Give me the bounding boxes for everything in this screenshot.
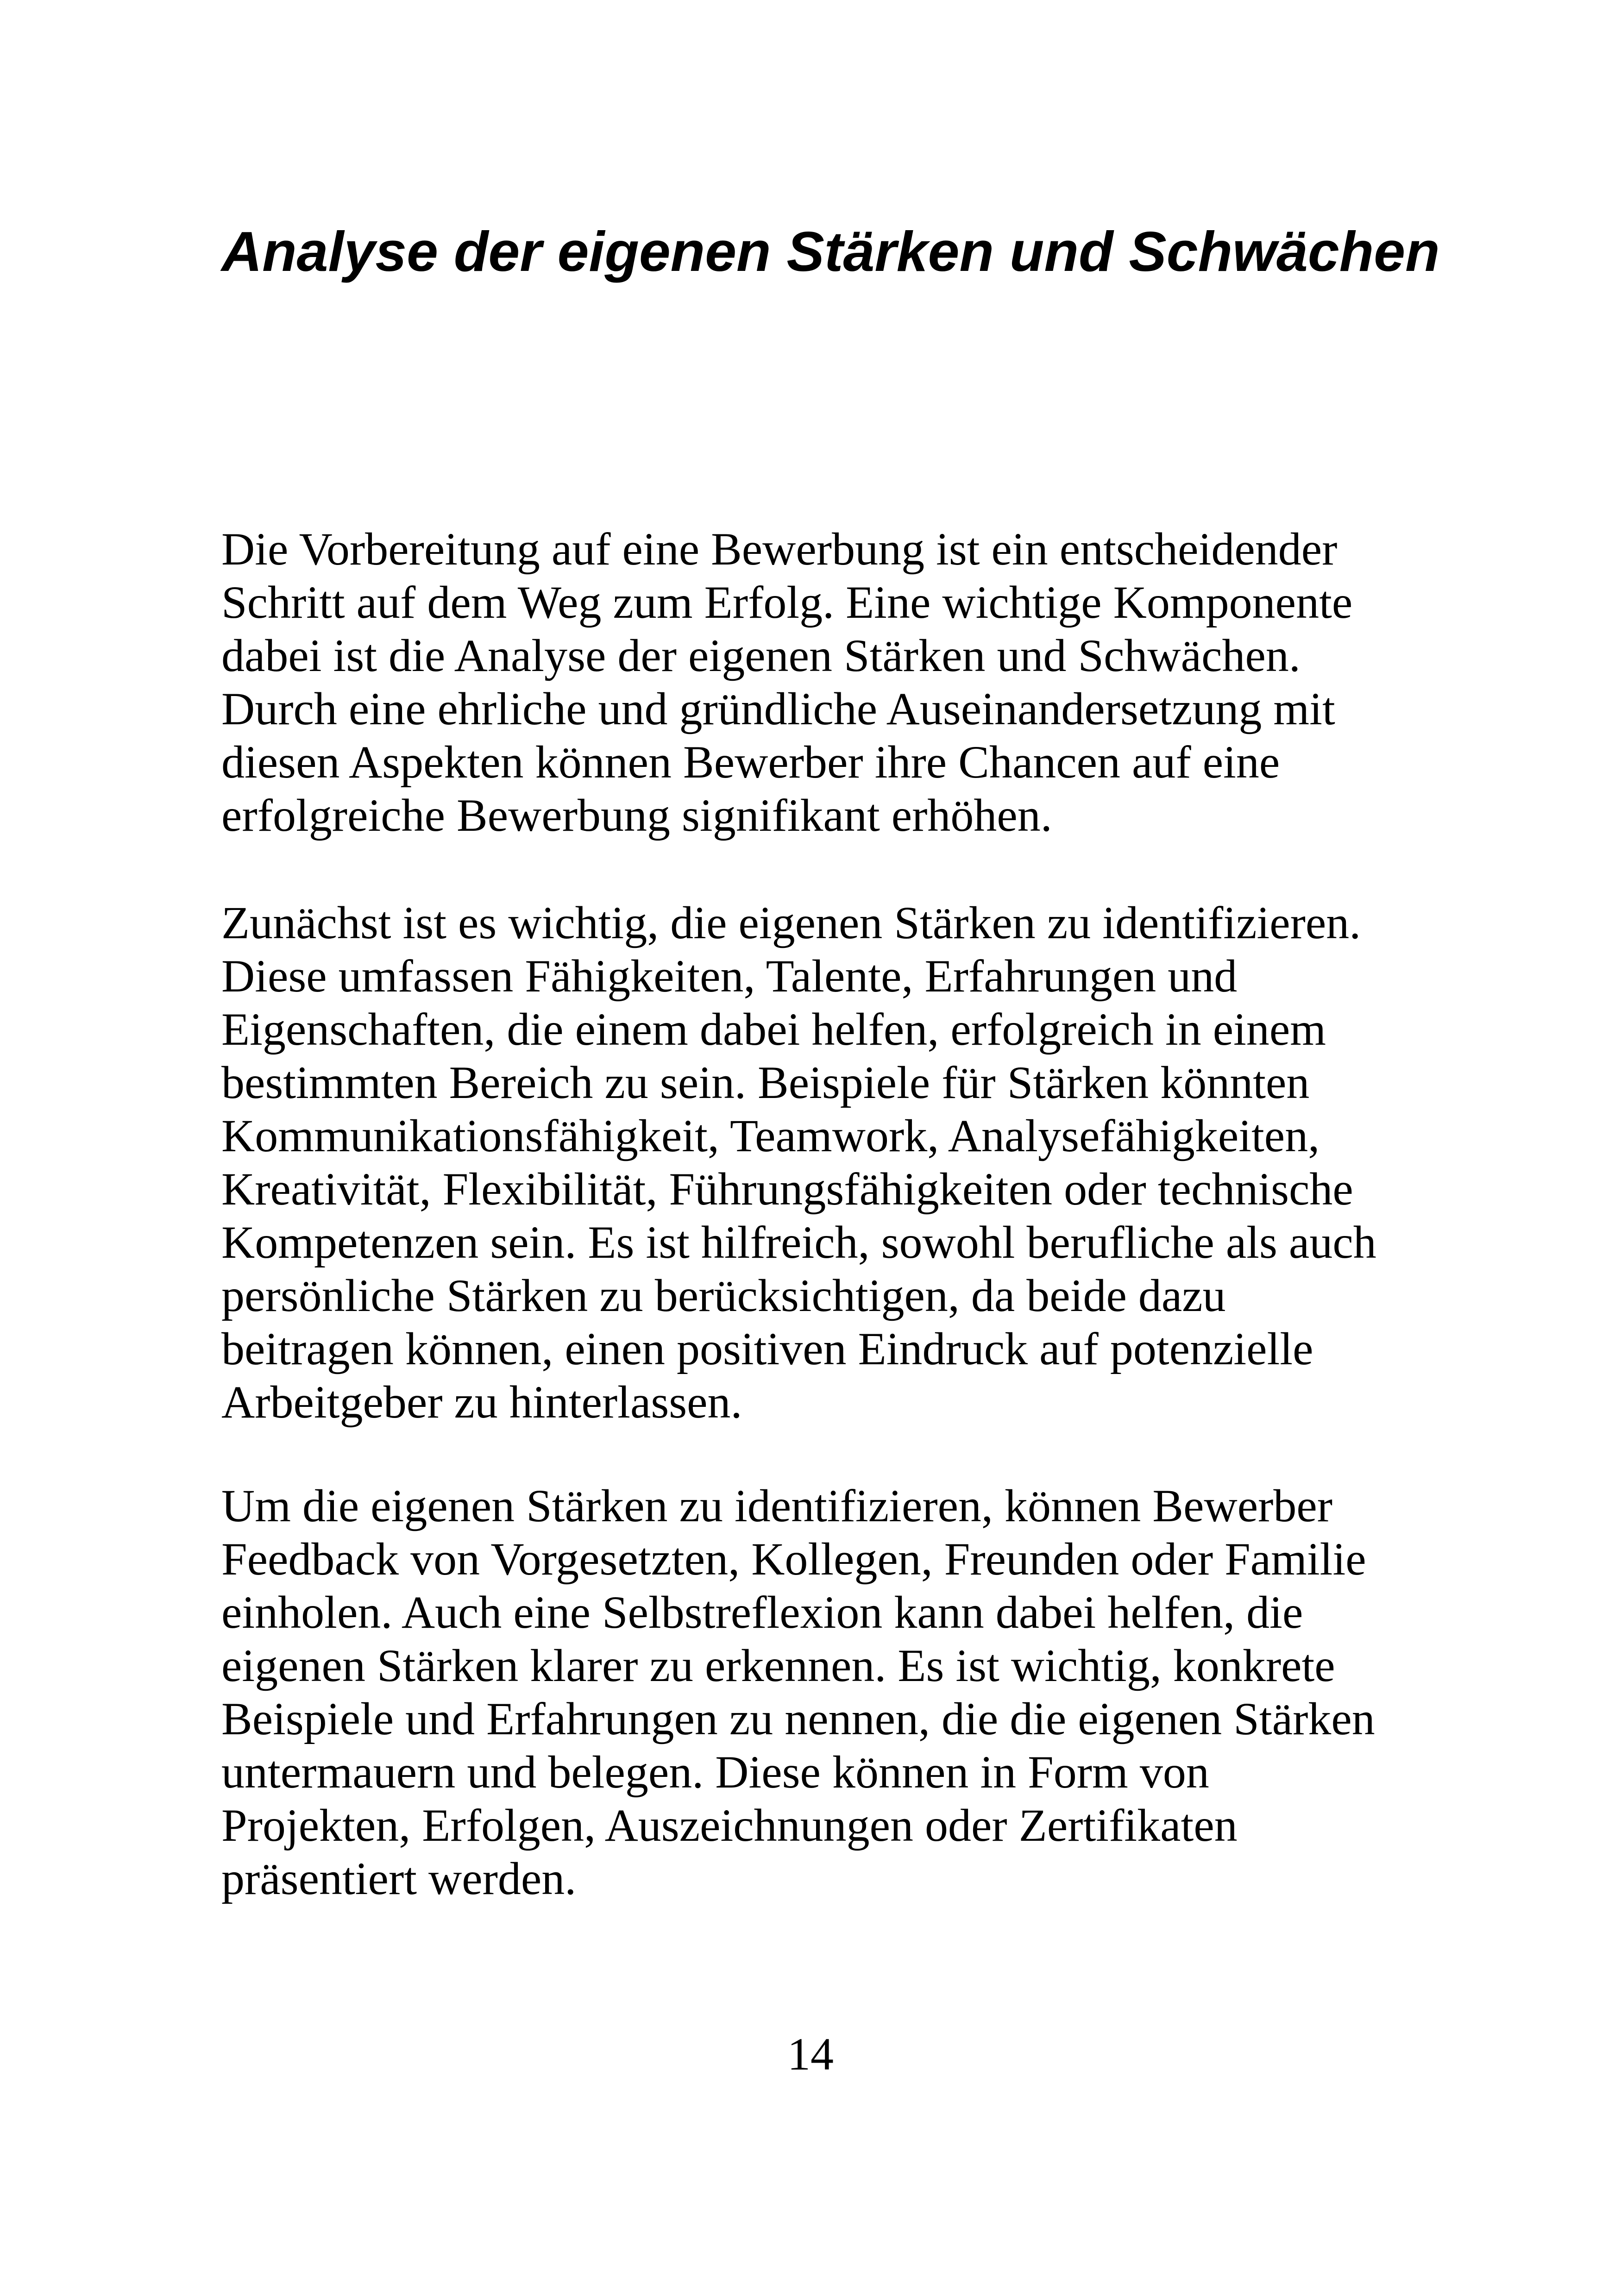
paragraph-line: erfolgreiche Bewerbung signifikant erhöhen. bbox=[221, 790, 1052, 841]
paragraph-line: Kompetenzen sein. Es ist hilfreich, sowohl berufliche als auch bbox=[221, 1217, 1376, 1268]
paragraph-line: Arbeitgeber zu hinterlassen. bbox=[221, 1376, 742, 1428]
paragraph-line: Kommunikationsfähigkeit, Teamwork, Analysefähigkeiten, bbox=[221, 1110, 1320, 1161]
paragraph-1 bbox=[221, 522, 1352, 842]
paragraph-line: Um die eigenen Stärken zu identifizieren, können Bewerber bbox=[221, 1480, 1333, 1531]
paragraph-line: Zunächst ist es wichtig, die eigenen Stärken zu identifizieren. bbox=[221, 897, 1361, 948]
paragraph-line: Beispiele und Erfahrungen zu nennen, die die eigenen Stärken bbox=[221, 1693, 1375, 1744]
paragraph-line: diesen Aspekten können Bewerber ihre Chancen auf eine bbox=[221, 736, 1280, 788]
paragraph-line: bestimmten Bereich zu sein. Beispiele für Stärken könnten bbox=[221, 1057, 1310, 1108]
page-number: 14 bbox=[787, 2028, 834, 2080]
paragraph-line: einholen. Auch eine Selbstreflexion kann dabei helfen, die bbox=[221, 1587, 1303, 1638]
paragraph-line: Feedback von Vorgesetzten, Kollegen, Freunden oder Familie bbox=[221, 1533, 1366, 1585]
paragraph-line: Eigenschaften, die einem dabei helfen, erfolgreich in einem bbox=[221, 1004, 1326, 1055]
paragraph-line: Projekten, Erfolgen, Auszeichnungen oder Zertifikaten bbox=[221, 1800, 1238, 1851]
paragraph-2 bbox=[221, 896, 1376, 1429]
page-heading: Analyse der eigenen Stärken und Schwächen bbox=[221, 220, 1440, 283]
paragraph-line: Diese umfassen Fähigkeiten, Talente, Erfahrungen und bbox=[221, 950, 1238, 1002]
paragraph-line: Durch eine ehrliche und gründliche Auseinandersetzung mit bbox=[221, 683, 1335, 734]
paragraph-line: präsentiert werden. bbox=[221, 1853, 577, 1904]
paragraph-line: Die Vorbereitung auf eine Bewerbung ist ein entscheidender bbox=[221, 523, 1338, 575]
paragraph-line: eigenen Stärken klarer zu erkennen. Es ist wichtig, konkrete bbox=[221, 1640, 1335, 1691]
paragraph-3 bbox=[221, 1479, 1375, 1905]
paragraph-line: persönliche Stärken zu berücksichtigen, da beide dazu bbox=[221, 1270, 1226, 1321]
paragraph-line: dabei ist die Analyse der eigenen Stärken und Schwächen. bbox=[221, 630, 1301, 681]
paragraph-line: untermauern und belegen. Diese können in Form von bbox=[221, 1746, 1209, 1798]
paragraph-line: Kreativität, Flexibilität, Führungsfähigkeiten oder technische bbox=[221, 1163, 1353, 1215]
paragraph-line: Schritt auf dem Weg zum Erfolg. Eine wichtige Komponente bbox=[221, 577, 1353, 628]
paragraph-line: beitragen können, einen positiven Eindruck auf potenzielle bbox=[221, 1323, 1313, 1374]
